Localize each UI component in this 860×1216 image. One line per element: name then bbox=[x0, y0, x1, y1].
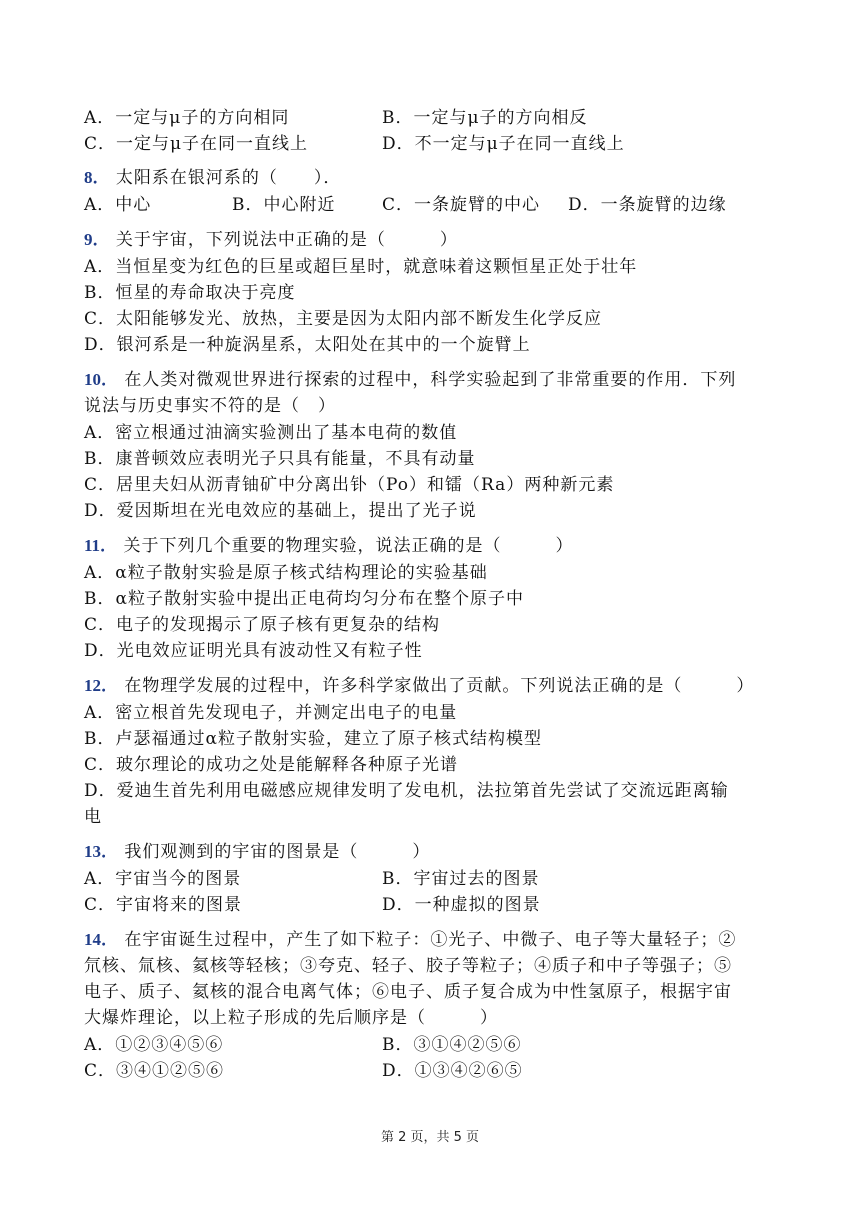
q12-option-d-line-2: 电 bbox=[84, 807, 102, 827]
page-footer: 第 2 页，共 5 页 bbox=[380, 1130, 480, 1145]
q11-option-b: B．α粒子散射实验中提出正电荷均匀分布在整个原子中 bbox=[84, 589, 524, 609]
q11-option-c: C．电子的发现揭示了原子核有更复杂的结构 bbox=[84, 615, 441, 635]
q13-option-c: C．宇宙将来的图景 bbox=[84, 895, 243, 915]
q13-number: 13． bbox=[84, 842, 118, 861]
q10-option-b: B．康普顿效应表明光子只具有能量，不具有动量 bbox=[84, 449, 476, 469]
q13-text: 我们观测到的宇宙的图景是（ ） bbox=[124, 842, 431, 862]
q11-text: 关于下列几个重要的物理实验，说法正确的是（ ） bbox=[123, 536, 574, 556]
q12-option-d-line-1: D．爱迪生首先利用电磁感应规律发明了发电机，法拉第首先尝试了交流远距离输 bbox=[84, 781, 729, 801]
q14-text-1: 在宇宙诞生过程中，产生了如下粒子：①光子、中微子、电子等大量轻子；② bbox=[124, 930, 737, 950]
q8-option-c: C．一条旋臂的中心 bbox=[382, 195, 541, 215]
q11-option-a: A．α粒子散射实验是原子核式结构理论的实验基础 bbox=[84, 563, 488, 583]
q8-option-b: B．中心附近 bbox=[232, 195, 336, 215]
q11-number: 11． bbox=[84, 536, 118, 555]
q9-option-a: A．当恒星变为红色的巨星或超巨星时，就意味着这颗恒星正处于壮年 bbox=[84, 257, 638, 277]
q8-option-d: D．一条旋臂的边缘 bbox=[568, 195, 727, 215]
q10-option-d: D．爱因斯坦在光电效应的基础上，提出了光子说 bbox=[84, 501, 477, 521]
q10-option-a: A．密立根通过油滴实验测出了基本电荷的数值 bbox=[84, 423, 458, 443]
q14-number: 14． bbox=[84, 930, 118, 949]
q12-text: 在物理学发展的过程中，许多科学家做出了贡献。下列说法正确的是（ ） bbox=[124, 676, 755, 696]
q14-option-d: D．①③④②⑥⑤ bbox=[382, 1061, 523, 1081]
q10-option-c: C．居里夫妇从沥青铀矿中分离出钋（Po）和镭（Ra）两种新元素 bbox=[84, 475, 615, 495]
q9-number: 9． bbox=[84, 230, 110, 249]
q12-option-b: B．卢瑟福通过α粒子散射实验，建立了原子核式结构模型 bbox=[84, 729, 542, 749]
q7-option-d: D．不一定与μ子在同一直线上 bbox=[382, 134, 625, 154]
q12-number: 12． bbox=[84, 676, 118, 695]
q13-option-d: D．一种虚拟的图景 bbox=[382, 895, 541, 915]
q10-stem-line-2: 说法与历史事实不符的是（ ） bbox=[84, 396, 336, 416]
q14-option-a: A．①②③④⑤⑥ bbox=[84, 1035, 224, 1055]
q14-stem-line-4: 大爆炸理论，以上粒子形成的先后顺序是（ ） bbox=[84, 1008, 498, 1028]
q14-stem-line-1 bbox=[84, 929, 736, 951]
q12-option-a: A．密立根首先发现电子，并测定出电子的电量 bbox=[84, 703, 458, 723]
q10-text-1: 在人类对微观世界进行探索的过程中，科学实验起到了非常重要的作用．下列 bbox=[124, 370, 737, 390]
q7-option-b: B．一定与μ子的方向相反 bbox=[382, 108, 588, 128]
q10-stem-line-1 bbox=[84, 369, 736, 391]
q12-option-c: C．玻尔理论的成功之处是能解释各种原子光谱 bbox=[84, 755, 459, 775]
q7-option-c: C．一定与μ子在同一直线上 bbox=[84, 134, 309, 154]
q9-option-b: B．恒星的寿命取决于亮度 bbox=[84, 283, 296, 303]
q8-option-a: A．中心 bbox=[84, 195, 152, 215]
q13-option-b: B．宇宙过去的图景 bbox=[382, 869, 540, 889]
q14-stem-line-2: 氘核、氚核、氦核等轻核；③夸克、轻子、胶子等粒子；④质子和中子等强子；⑤ bbox=[84, 956, 732, 976]
q13-option-a: A．宇宙当今的图景 bbox=[84, 869, 242, 889]
q9-option-d: D．银河系是一种旋涡星系，太阳处在其中的一个旋臂上 bbox=[84, 335, 531, 355]
q10-number: 10． bbox=[84, 370, 118, 389]
q11-option-d: D．光电效应证明光具有波动性又有粒子性 bbox=[84, 641, 423, 661]
q14-option-b: B．③①④②⑤⑥ bbox=[382, 1035, 522, 1055]
q8-number: 8． bbox=[84, 168, 110, 187]
q9-stem bbox=[84, 229, 458, 251]
q8-text: 太阳系在银河系的（ ）． bbox=[115, 168, 342, 188]
q12-stem bbox=[84, 675, 754, 697]
q13-stem bbox=[84, 841, 430, 863]
q8-stem bbox=[84, 167, 341, 189]
q7-option-a: A．一定与μ子的方向相同 bbox=[84, 108, 290, 128]
q9-text: 关于宇宙，下列说法中正确的是（ ） bbox=[115, 230, 458, 250]
q9-option-c: C．太阳能够发光、放热，主要是因为太阳内部不断发生化学反应 bbox=[84, 309, 603, 329]
q11-stem bbox=[84, 535, 573, 557]
q14-option-c: C．③④①②⑤⑥ bbox=[84, 1061, 225, 1081]
q14-stem-line-3: 电子、质子、氦核的混合电离气体；⑥电子、质子复合成为中性氢原子，根据宇宙 bbox=[84, 982, 732, 1002]
